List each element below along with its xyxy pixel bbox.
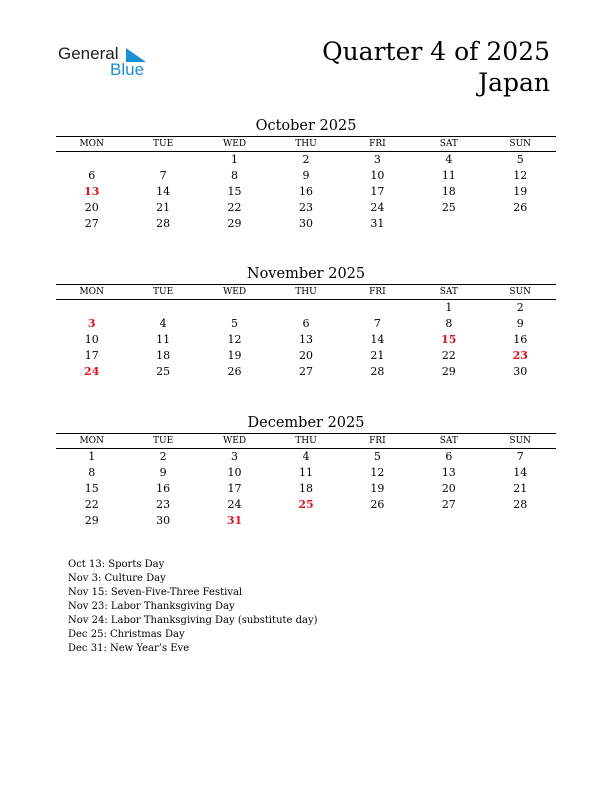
- day-cell: 9: [159, 466, 167, 479]
- week-row: [56, 168, 556, 184]
- day-grid: [56, 449, 556, 529]
- day-cell: 8: [88, 466, 96, 479]
- day-cell: 2: [516, 301, 524, 314]
- day-cell: 7: [373, 317, 381, 330]
- day-cell: 22: [227, 201, 242, 214]
- empty-day-cell: [56, 152, 127, 168]
- day-cell: 25: [156, 365, 171, 378]
- day-cell: 15: [227, 185, 242, 198]
- day-grid: [56, 152, 556, 232]
- weekday-header: [56, 433, 556, 449]
- day-cell: 27: [298, 365, 313, 378]
- day-cell: 5: [231, 317, 239, 330]
- day-cell: 20: [441, 482, 456, 495]
- holiday-item: Nov 24: Labor Thanksgiving Day (substitute day): [68, 615, 318, 626]
- day-cell: 26: [227, 365, 242, 378]
- logo-text-general: General: [58, 44, 119, 63]
- day-cell: 8: [231, 169, 239, 182]
- weekday-label: MON: [79, 287, 104, 297]
- month-october: [56, 116, 556, 232]
- week-row: [56, 497, 556, 513]
- holiday-item: Dec 25: Christmas Day: [68, 629, 185, 640]
- day-cell: 18: [298, 482, 313, 495]
- weekday-label: WED: [223, 139, 247, 149]
- day-cell: 18: [441, 185, 456, 198]
- month-november: [56, 264, 556, 380]
- weekday-label: TUE: [153, 436, 174, 446]
- day-cell: 17: [84, 349, 99, 362]
- week-row: [56, 465, 556, 481]
- day-cell: 11: [156, 333, 171, 346]
- day-cell: 12: [227, 333, 242, 346]
- day-cell: 14: [370, 333, 385, 346]
- week-row: [56, 200, 556, 216]
- day-cell: 16: [298, 185, 313, 198]
- holiday-item: Nov 15: Seven-Five-Three Festival: [68, 587, 243, 598]
- month-december: [56, 413, 556, 529]
- title-country: Japan: [478, 68, 550, 97]
- day-cell: 24: [227, 498, 242, 511]
- day-cell: 14: [513, 466, 528, 479]
- empty-day-cell: [127, 300, 198, 316]
- day-cell: 21: [156, 201, 171, 214]
- day-cell: 9: [302, 169, 310, 182]
- day-cell: 5: [373, 450, 381, 463]
- day-cell: 16: [513, 333, 528, 346]
- empty-day-cell: [199, 300, 270, 316]
- day-cell: 9: [516, 317, 524, 330]
- week-row: [56, 300, 556, 316]
- weekday-label: SAT: [439, 436, 458, 446]
- day-cell: 28: [370, 365, 385, 378]
- day-cell: 18: [156, 349, 171, 362]
- logo-text-blue: Blue: [110, 60, 145, 79]
- day-cell: 29: [84, 514, 99, 527]
- day-cell: 12: [513, 169, 528, 182]
- day-cell: 2: [159, 450, 167, 463]
- day-cell: 30: [156, 514, 171, 527]
- title-quarter: Quarter 4 of 2025: [322, 37, 550, 66]
- day-cell: 10: [370, 169, 385, 182]
- week-row: [56, 332, 556, 348]
- day-cell: 19: [513, 185, 528, 198]
- empty-day-cell: [485, 216, 556, 232]
- day-cell: 1: [88, 450, 96, 463]
- weekday-label: SAT: [439, 139, 458, 149]
- holiday-day-cell: 3: [87, 317, 96, 330]
- holiday-day-cell: 15: [441, 333, 457, 346]
- empty-day-cell: [485, 513, 556, 529]
- weekday-label: WED: [223, 287, 247, 297]
- weekday-label: SAT: [439, 287, 458, 297]
- day-cell: 7: [516, 450, 524, 463]
- weekday-label: TUE: [153, 139, 174, 149]
- day-cell: 23: [156, 498, 171, 511]
- day-cell: 4: [159, 317, 167, 330]
- day-cell: 20: [298, 349, 313, 362]
- day-cell: 2: [302, 153, 310, 166]
- day-cell: 22: [84, 498, 99, 511]
- week-row: [56, 184, 556, 200]
- empty-day-cell: [270, 300, 341, 316]
- day-cell: 3: [373, 153, 381, 166]
- page-title: [322, 36, 550, 98]
- weekday-label: FRI: [369, 139, 386, 149]
- day-cell: 29: [441, 365, 456, 378]
- week-row: [56, 316, 556, 332]
- day-cell: 27: [441, 498, 456, 511]
- weekday-label: FRI: [369, 436, 386, 446]
- holiday-day-cell: 23: [512, 349, 528, 362]
- weekday-label: WED: [223, 436, 247, 446]
- weekday-header: [56, 284, 556, 300]
- day-cell: 10: [84, 333, 99, 346]
- empty-day-cell: [413, 216, 484, 232]
- holiday-day-cell: 24: [84, 365, 100, 378]
- empty-day-cell: [56, 300, 127, 316]
- day-cell: 12: [370, 466, 385, 479]
- day-cell: 28: [513, 498, 528, 511]
- holiday-item: Dec 31: New Year’s Eve: [68, 643, 190, 654]
- weekday-label: THU: [295, 287, 317, 297]
- day-cell: 6: [302, 317, 310, 330]
- holiday-list: [68, 558, 318, 656]
- holiday-item: Nov 3: Culture Day: [68, 573, 166, 584]
- holiday-day-cell: 31: [226, 514, 243, 527]
- empty-day-cell: [342, 300, 413, 316]
- day-cell: 21: [370, 349, 385, 362]
- day-cell: 22: [441, 349, 456, 362]
- day-cell: 20: [84, 201, 99, 214]
- day-cell: 13: [441, 466, 456, 479]
- day-cell: 14: [156, 185, 171, 198]
- day-cell: 1: [445, 301, 453, 314]
- day-cell: 26: [370, 498, 385, 511]
- day-cell: 11: [298, 466, 313, 479]
- day-cell: 16: [156, 482, 171, 495]
- week-row: [56, 348, 556, 364]
- day-cell: 27: [84, 217, 99, 230]
- week-row: [56, 364, 556, 380]
- week-row: [56, 152, 556, 168]
- day-cell: 25: [441, 201, 456, 214]
- weekday-label: THU: [295, 139, 317, 149]
- day-cell: 23: [298, 201, 313, 214]
- day-cell: 4: [302, 450, 310, 463]
- day-cell: 6: [88, 169, 96, 182]
- weekday-label: SUN: [509, 139, 532, 149]
- empty-day-cell: [127, 152, 198, 168]
- day-cell: 17: [227, 482, 242, 495]
- month-title: November 2025: [246, 266, 366, 282]
- empty-day-cell: [342, 513, 413, 529]
- day-cell: 4: [445, 153, 453, 166]
- empty-day-cell: [270, 513, 341, 529]
- holiday-day-cell: 25: [298, 498, 314, 511]
- day-cell: 7: [159, 169, 167, 182]
- empty-day-cell: [413, 513, 484, 529]
- day-cell: 24: [370, 201, 385, 214]
- day-cell: 19: [227, 349, 242, 362]
- day-cell: 8: [445, 317, 453, 330]
- weekday-label: MON: [79, 139, 104, 149]
- day-cell: 30: [513, 365, 528, 378]
- holiday-item: Nov 23: Labor Thanksgiving Day: [68, 601, 235, 612]
- month-title: December 2025: [247, 415, 365, 431]
- week-row: [56, 216, 556, 232]
- day-cell: 5: [516, 153, 524, 166]
- day-cell: 21: [513, 482, 528, 495]
- weekday-label: TUE: [153, 287, 174, 297]
- holiday-item: Oct 13: Sports Day: [68, 559, 165, 570]
- day-cell: 15: [84, 482, 99, 495]
- week-row: [56, 513, 556, 529]
- weekday-label: FRI: [369, 287, 386, 297]
- weekday-header: [56, 136, 556, 152]
- day-cell: 17: [370, 185, 385, 198]
- weekday-label: MON: [79, 436, 104, 446]
- day-cell: 29: [227, 217, 242, 230]
- holiday-day-cell: 13: [84, 185, 100, 198]
- weekday-label: THU: [295, 436, 317, 446]
- week-row: [56, 481, 556, 497]
- logo: [58, 44, 158, 84]
- day-cell: 13: [298, 333, 313, 346]
- day-cell: 28: [156, 217, 171, 230]
- day-cell: 3: [231, 450, 239, 463]
- day-cell: 11: [441, 169, 456, 182]
- day-cell: 19: [370, 482, 385, 495]
- day-cell: 6: [445, 450, 453, 463]
- day-cell: 30: [298, 217, 313, 230]
- week-row: [56, 449, 556, 465]
- day-cell: 10: [227, 466, 242, 479]
- day-cell: 31: [370, 217, 385, 230]
- weekday-label: SUN: [509, 436, 532, 446]
- weekday-label: SUN: [509, 287, 532, 297]
- day-cell: 1: [231, 153, 239, 166]
- day-cell: 26: [513, 201, 528, 214]
- month-title: October 2025: [255, 118, 357, 134]
- day-grid: [56, 300, 556, 380]
